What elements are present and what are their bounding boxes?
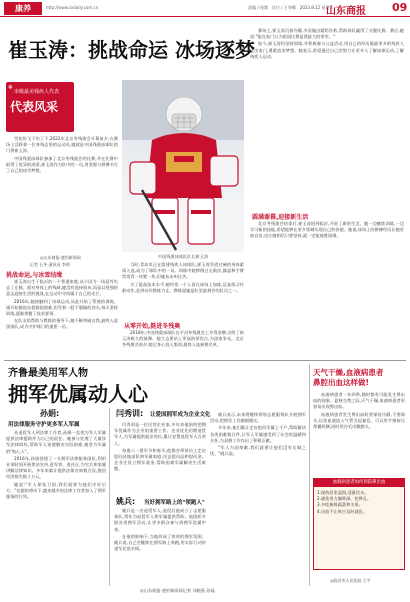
health-text	[313, 392, 405, 476]
person1-subtitle: 用法律服务守护更多军人军属	[8, 422, 80, 428]
honor-card	[6, 82, 74, 132]
snowflake-icon: ❄	[8, 84, 14, 91]
feature-col-c2	[122, 330, 244, 358]
body-paragraph: "军人为国奉献,我们就要让他们没有后顾之忧。"姚兵说。	[210, 445, 306, 457]
body-paragraph: 多年来,他们累计走访慰问军属上千户,帮助解决各类困难数百件,让军人军属感受到了社会的温暖和关怀,为双拥工作作出了积极贡献。	[210, 425, 306, 443]
tip-item: 4.出血不止时应及时就医。	[317, 508, 368, 514]
person2-name: 闫秀训:	[116, 409, 144, 418]
person3-name: 姚兵:	[116, 497, 136, 506]
feature-credit-outlet: ◎山东商报·速豹新闻网	[40, 255, 81, 260]
feature-lead	[6, 136, 118, 254]
tip-item: 3.多吃新鲜蔬菜和水果。	[317, 502, 363, 508]
body-paragraph: 她说:"军人保家卫国,我们就要为他们守好后方。"在她的带动下,越来越多的法律工作者加入了拥军服务的行列。	[6, 481, 106, 500]
tips-list	[317, 490, 403, 568]
tips-box	[313, 478, 405, 570]
body-paragraph: 赛场上,崔玉涛沉着冷静,多次做出精彩扑救,帮助球队赢得了关键比赛。赛后,她说:"能在家门口为祖国比赛是我最大的荣幸。"	[250, 28, 404, 40]
body-paragraph: 崔玉涛出生于临沂的一个普通家庭,从小因为一场意外失去了左腿。面对身体上的残缺,她没有选择放弃,而是以坚强的意志迎接生活的挑战,在运动中寻找属于自己的光芒。	[6, 279, 118, 297]
section-label: 康养	[4, 2, 42, 15]
body-paragraph: 为了提高技术水平,她经常一个人留在冰场上加练,反复练习扑救动作,直到动作熟练为止。教练说她是队里最刻苦的队员之一。	[122, 281, 244, 293]
body-paragraph: 血液病患者发生鼻出血时要保持冷静,不要仰头,以免血液流入气管引起窒息。可以用手指按压鼻翼两侧,同时用冷毛巾敷额头。	[313, 411, 405, 430]
column-rule	[109, 408, 110, 586]
column-rule	[309, 364, 310, 586]
health-title-line1: 天气干燥,血液病患者	[313, 368, 384, 377]
body-paragraph: 如今,崔玉涛仍坚持训练,并积极参与公益活动,用自己的经历鼓励更多的残疾人走出家门,勇敢追求梦想。她表示,希望通过自己的努力让更多人了解冰球运动,了解残疾人运动。	[250, 41, 404, 59]
person3-text	[114, 508, 206, 586]
tip-item: 1.保持居室湿润,适量饮水。	[317, 490, 369, 495]
ice-hockey-athlete-image	[122, 80, 244, 252]
section-divider	[4, 360, 406, 361]
body-paragraph: 姚兵是一名退役军人,退役后他成立了志愿服务队,常年为退役军人和军属提供帮助。他组织开展各类拥军活动,让更多群众参与到拥军优属中来。	[114, 508, 206, 532]
subhead-new-life: 圆满谢幕,迎接新生活	[252, 214, 309, 221]
body-paragraph: 血液病患者一年四季,随时都有可能发生鼻出血的现象。夏秋交替之际,天气干燥,血液病患者更容易出现鼻出血。	[313, 392, 405, 410]
honor-card-line1: 市级最美残疾人代表	[14, 89, 60, 95]
lead-paragraph: 中国残奥冰球队参加了北京冬残奥会的比赛,并在比赛中取得了优异的成绩,崔玉涛作为队中的一员,用坚强与拼搏书写了自己的冰雪梦想。	[6, 155, 118, 174]
honor-card-line2: 代表风采	[10, 100, 59, 114]
feature-title: 崔玉涛：挑战命运 冰场逐梦	[8, 38, 255, 62]
body-paragraph: 闫秀训是一位民营企业家,多年来他始终把拥军优属作为企业的重要工作。企业优先招聘退役军人,为军属提供就业岗位,累计安置退役军人百余人。	[114, 422, 206, 446]
body-paragraph: 姚兵表示,未来将继续带领志愿服务队开展拥军活动,把拥军工作做细做实。	[210, 412, 306, 424]
editor-meta: 责编 / 视频 设计 / 王李娜 2023.8.12 星期六	[248, 5, 334, 10]
feature-col-d2	[250, 221, 404, 357]
newspaper-brand: 山东商报	[326, 6, 366, 17]
body-paragraph: 在队友的帮助与教练的指导下,她不断突破自我,最终入选国家队,成为守护球门的重要一员。	[6, 318, 118, 330]
body-paragraph: 从退役军人到法律工作者,孙娟一直把为军人军属提供法律援助作为自己的责任。她参与处理了大量涉军法律纠纷,帮助军人家庭解决实际困难,被誉为军属的"贴心人"。	[6, 430, 106, 454]
person2-text	[114, 422, 206, 494]
feature-credit-reporters: 记者 石冬 通讯员 李明	[30, 262, 70, 267]
body-paragraph: 在他的影响下,当地形成了浓厚的拥军氛围。姚兵说,自己会继续在拥军路上奔跑,用实际行动传递军民鱼水情。	[114, 533, 206, 552]
feature-col-b	[6, 279, 118, 357]
health-title-line2: 鼻腔出血这样做!	[313, 378, 369, 387]
subhead-paralympics: 从零开始,挺进冬残奥	[124, 323, 181, 330]
photo-caption: 中国残奥冰球队队长崔玉涛	[157, 254, 209, 259]
lead-paragraph: 雪花纷飞下旬了下,2022年北京冬残奥会开幕前夕,在赛场上活跃着一位身残志坚的运动员,她就是中国残奥冰球队的门将崔玉涛。	[6, 136, 118, 154]
section2-title: 拥军优属动人心	[8, 382, 148, 406]
person1-text	[6, 430, 106, 588]
body-paragraph: 每逢八一建军节和春节,他都会带领员工走访慰问驻地部队和军属家庭,送去慰问品和慰问金。企业还设立拥军基金,帮助困难军属解决生活难题。	[114, 447, 206, 472]
subhead-challenge: 挑战命运,与冰雪结缘	[6, 272, 63, 279]
feature-col-c	[122, 262, 244, 318]
section2-col-g	[210, 412, 306, 586]
person1-name: 孙娟:	[40, 409, 60, 418]
body-paragraph: 2018年,中国残奥冰球队在平昌冬残奥会上夺得金牌,这给了崔玉涛极大的鼓舞。她立志要站上更高的领奖台,为国家争光。北京冬残奥会前夕,她全身心投入集训,最终入选参赛名单。	[122, 330, 244, 348]
health-credit: ◎临沂市人民医院 王平	[330, 578, 371, 583]
body-paragraph: 2016年,她接触到了冰球运动,从此开始了系统的训练。刚开始她连站稳都很困难,但凭着一股不服输的劲头,每天坚持训练,逐渐掌握了技术要领。	[6, 298, 118, 317]
health-title	[313, 368, 383, 388]
page-number: 09	[392, 1, 408, 14]
body-paragraph: 2016年,孙娟创建了一支拥军法律服务团队,利用业余时间开展普法宣传,进军营、进社区,为官兵和家属讲解法律知识。多年来累计提供法律咨询数百次,挽回经济损失数十万元。	[6, 455, 106, 480]
athlete-photo	[122, 80, 244, 252]
masthead	[0, 0, 410, 17]
person2-subtitle: 让爱国拥军成为企业文化	[150, 412, 211, 418]
person3-subtitle: 当好拥军路上的"领跑人"	[144, 500, 205, 506]
tips-title: 血液病患者如何预防鼻出血	[314, 479, 404, 487]
feature-col-d	[250, 28, 404, 210]
site-url[interactable]: http://www.sxdaily.com.cn	[46, 5, 99, 10]
tip-item: 2.避免用力擤鼻涕、挖鼻孔。	[317, 496, 372, 502]
section2-kicker: 齐鲁最美用军人物	[8, 368, 88, 379]
body-paragraph: 北京冬残奥会结束后,崔玉涛回到临沂,开始了新的生活。她一边继续训练,一边学习新的技能,希望能够在更多领域实现自己的价值。她说,冰场上的拼搏经历让她更加自信,也让她相信只要坚持,就一定能战胜困难。	[250, 221, 404, 239]
section2-credit: ◎山东商报·速豹新闻网记者 刘晓燕 孙磊	[140, 588, 215, 593]
body-paragraph: 当时,青岛市正在组建残疾人冰球队,崔玉涛凭借过硬的身体素质入选,成为了球队中的一员。训练中她摔倒过无数次,膝盖和手臂常常青一块紫一块,但她从未叫过苦。	[122, 262, 244, 280]
